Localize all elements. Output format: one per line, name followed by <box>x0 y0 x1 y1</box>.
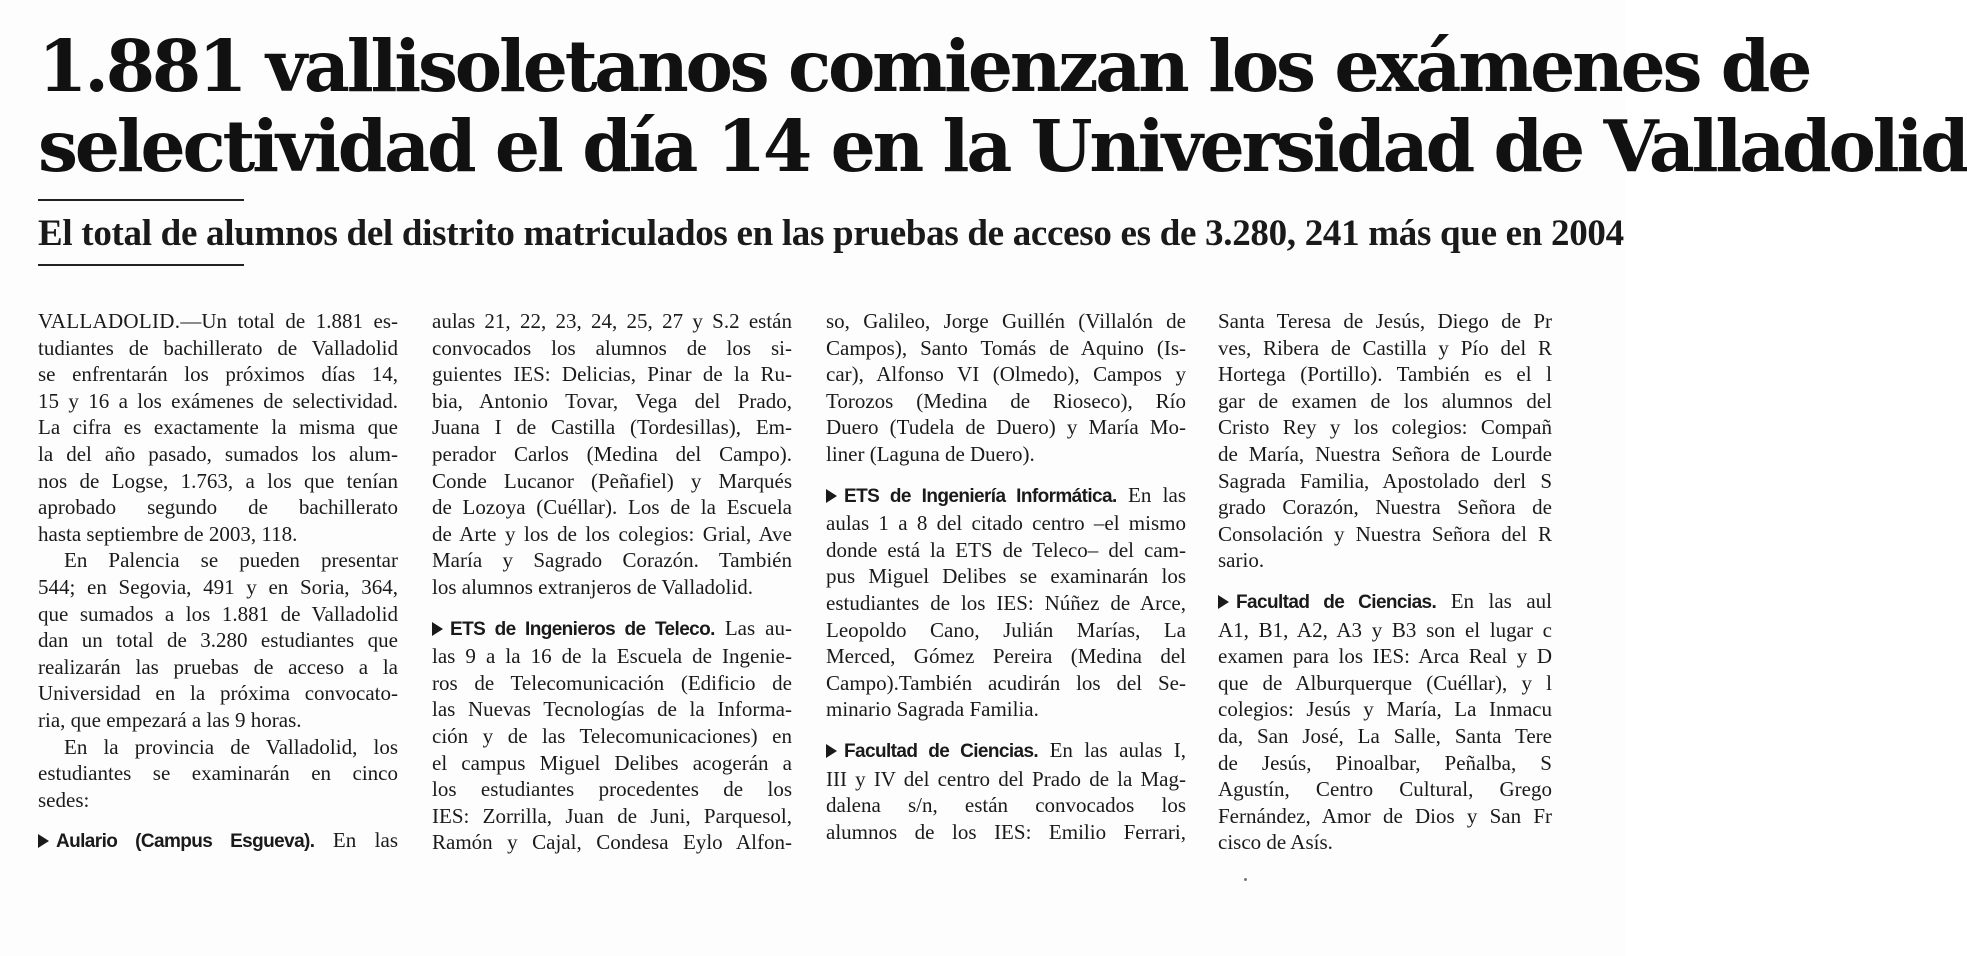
body-line: realizarán las pruebas de acceso a la <box>38 654 398 679</box>
body-line: Campo).También acudirán los del Se- <box>826 670 1186 695</box>
body-line: que de Alburquerque (Cuéllar), y l <box>1218 670 1552 695</box>
section-gap <box>1218 574 1552 588</box>
body-line <box>38 308 398 335</box>
section-title-ciencias: Facultad de Ciencias. <box>844 740 1039 762</box>
body-line: cisco de Asís. <box>1218 830 1333 855</box>
body-line: so, Galileo, Jorge Guillén (Villalón de <box>826 309 1186 333</box>
body-text: En las <box>314 828 398 853</box>
section-title-informatica: ETS de Ingeniería Informática. <box>844 485 1117 507</box>
body-line: dalena s/n, están convocados los <box>826 793 1186 818</box>
body-line: bia, Antonio Tovar, Vega del Prado, <box>432 388 792 413</box>
body-line: En Palencia se pueden presentar <box>64 548 398 573</box>
body-line: de María, Nuestra Señora de Lourde <box>1218 441 1552 466</box>
body-text: —Un total de 1.881 es- <box>180 309 398 333</box>
divider-rule-bottom <box>38 264 244 266</box>
body-line: de Arte y los de los colegios: Grial, Ave <box>432 521 792 546</box>
body-line: Consolación y Nuestra Señora del R <box>1218 521 1552 546</box>
section-gap <box>826 468 1186 482</box>
body-line: Ramón y Cajal, Condesa Eylo Alfon- <box>432 830 792 855</box>
body-line: pus Miguel Delibes se examinarán los <box>826 564 1186 589</box>
body-line: aulas 1 a 8 del citado centro –el mismo <box>826 511 1186 536</box>
section-gap <box>432 601 792 615</box>
section-heading-line <box>38 827 398 856</box>
triangle-bullet-icon <box>826 744 837 758</box>
body-text: En las <box>1116 482 1187 507</box>
body-line: IES: Zorrilla, Juan de Juni, Parquesol, <box>432 803 792 828</box>
section-gap <box>826 723 1186 737</box>
body-line: de Jesús, Pinoalbar, Peñalba, S <box>1218 750 1552 775</box>
body-line: las 9 a la 16 de la Escuela de Ingenie- <box>432 644 792 669</box>
triangle-bullet-icon <box>432 622 443 636</box>
body-line: colegios: Jesús y María, La Inmacu <box>1218 697 1552 722</box>
body-line: María y Sagrado Corazón. También <box>432 548 792 573</box>
body-line: sedes: <box>38 787 90 812</box>
body-text: En las aul <box>1436 588 1552 613</box>
body-line: car), Alfonso VI (Olmedo), Campos y <box>826 362 1186 387</box>
body-line: alumnos de los IES: Emilio Ferrari, <box>826 819 1186 844</box>
body-line: Torozos (Medina de Rioseco), Río <box>826 388 1186 413</box>
body-line: las Nuevas Tecnologías de la Informa- <box>432 697 792 722</box>
section-gap <box>38 813 398 827</box>
body-line: la del año pasado, sumados los alum- <box>38 441 398 466</box>
body-line: A1, B1, A2, A3 y B3 son el lugar c <box>1218 617 1552 642</box>
body-line: da, San José, La Salle, Santa Tere <box>1218 723 1552 748</box>
body-line: III y IV del centro del Prado de la Mag- <box>826 766 1186 791</box>
body-line: el campus Miguel Delibes acogerán a <box>432 750 792 775</box>
body-line: Juana I de Castilla (Tordesillas), Em- <box>432 415 792 440</box>
subheadline: El total de alumnos del distrito matriculados en las pruebas de acceso es de 3.280, 241 más que en 2004 <box>38 213 1624 254</box>
body-line: que sumados a los 1.881 de Valladolid <box>38 601 398 626</box>
body-line: Fernández, Amor de Dios y San Fr <box>1218 803 1552 828</box>
triangle-bullet-icon <box>826 489 837 503</box>
body-line: Leopoldo Cano, Julián Marías, La <box>826 617 1186 642</box>
body-line: aprobado segundo de bachillerato <box>38 495 398 520</box>
body-line: La cifra es exactamente la misma que <box>38 415 398 440</box>
article-column-1 <box>38 308 398 908</box>
section-title-ciencias-2: Facultad de Ciencias. <box>1236 591 1437 613</box>
body-line: se enfrentarán los próximos días 14, <box>38 362 398 387</box>
headline-line-1: 1.881 vallisoletanos comienzan los exámenes de <box>38 24 1810 108</box>
body-line: ria, que empezará a las 9 horas. <box>38 707 302 732</box>
body-line: liner (Laguna de Duero). <box>826 441 1035 466</box>
body-line: guientes IES: Delicias, Pinar de la Ru- <box>432 362 792 387</box>
section-title-aulario: Aulario (Campus Esgueva). <box>56 831 315 853</box>
body-line: 544; en Segovia, 491 y en Soria, 364, <box>38 574 398 599</box>
body-line: los alumnos extranjeros de Valladolid. <box>432 574 753 599</box>
triangle-bullet-icon <box>1218 595 1229 609</box>
body-line: Campos), Santo Tomás de Aquino (Is- <box>826 335 1186 360</box>
body-line: Hortega (Portillo). También es el l <box>1218 362 1552 387</box>
body-line: Sagrada Familia, Apostolado derl S <box>1218 468 1552 493</box>
body-line: perador Carlos (Medina del Campo). <box>432 441 792 466</box>
body-line: gar de examen de los alumnos del <box>1218 388 1552 413</box>
body-line: Universidad en la próxima convocato- <box>38 681 398 706</box>
section-heading-line <box>826 482 1186 511</box>
body-line: Duero (Tudela de Duero) y María Mo- <box>826 415 1186 440</box>
divider-rule-top <box>38 199 244 201</box>
body-line: 15 y 16 a los exámenes de selectividad. <box>38 388 398 413</box>
body-line: los estudiantes procedentes de los <box>432 777 792 802</box>
body-line: de Lozoya (Cuéllar). Los de la Escuela <box>432 495 792 520</box>
dateline: VALLADOLID. <box>38 309 181 333</box>
body-line: tudiantes de bachillerato de Valladolid <box>38 335 398 360</box>
body-line: minario Sagrada Familia. <box>826 697 1039 722</box>
body-line: nos de Logse, 1.763, a los que tenían <box>38 468 398 493</box>
headline <box>38 24 1967 188</box>
body-line: ción y de las Telecomunicaciones) en <box>432 723 792 748</box>
body-line: grado Corazón, Nuestra Señora de <box>1218 495 1552 520</box>
body-line: estudiantes de los IES: Núñez de Arce, <box>826 590 1186 615</box>
body-line: aulas 21, 22, 23, 24, 25, 27 y S.2 están <box>432 309 792 333</box>
article-column-4 <box>1218 308 1552 908</box>
scan-speck <box>1244 878 1247 881</box>
body-line: estudiantes se examinarán en cinco <box>38 761 398 786</box>
article-column-2 <box>432 308 792 908</box>
headline-line-2: selectividad el día 14 en la Universidad de Valladolid <box>38 104 1967 188</box>
section-heading-line <box>826 737 1186 766</box>
triangle-bullet-icon <box>38 834 49 848</box>
section-heading-line <box>1218 588 1552 617</box>
section-title-teleco: ETS de Ingenieros de Teleco. <box>450 618 715 640</box>
body-line: Cristo Rey y los colegios: Compañ <box>1218 415 1552 440</box>
body-line: Merced, Gómez Pereira (Medina del <box>826 644 1186 669</box>
body-text: Las au- <box>714 615 792 640</box>
article-column-3 <box>826 308 1186 908</box>
body-line: Agustín, Centro Cultural, Grego <box>1218 777 1552 802</box>
body-text: En las aulas I, <box>1038 737 1186 762</box>
body-line: examen para los IES: Arca Real y D <box>1218 644 1552 669</box>
body-line: convocados los alumnos de los si- <box>432 335 792 360</box>
body-line: sario. <box>1218 548 1265 573</box>
section-heading-line <box>432 615 792 644</box>
body-line: dan un total de 3.280 estudiantes que <box>38 628 398 653</box>
body-line: Conde Lucanor (Peñafiel) y Marqués <box>432 468 792 493</box>
body-line: ves, Ribera de Castilla y Pío del R <box>1218 335 1552 360</box>
body-line: hasta septiembre de 2003, 118. <box>38 521 298 546</box>
body-line: ros de Telecomunicación (Edificio de <box>432 670 792 695</box>
body-line: donde está la ETS de Teleco– del cam- <box>826 537 1186 562</box>
body-line: Santa Teresa de Jesús, Diego de Pr <box>1218 309 1552 333</box>
body-line: En la provincia de Valladolid, los <box>64 734 398 759</box>
